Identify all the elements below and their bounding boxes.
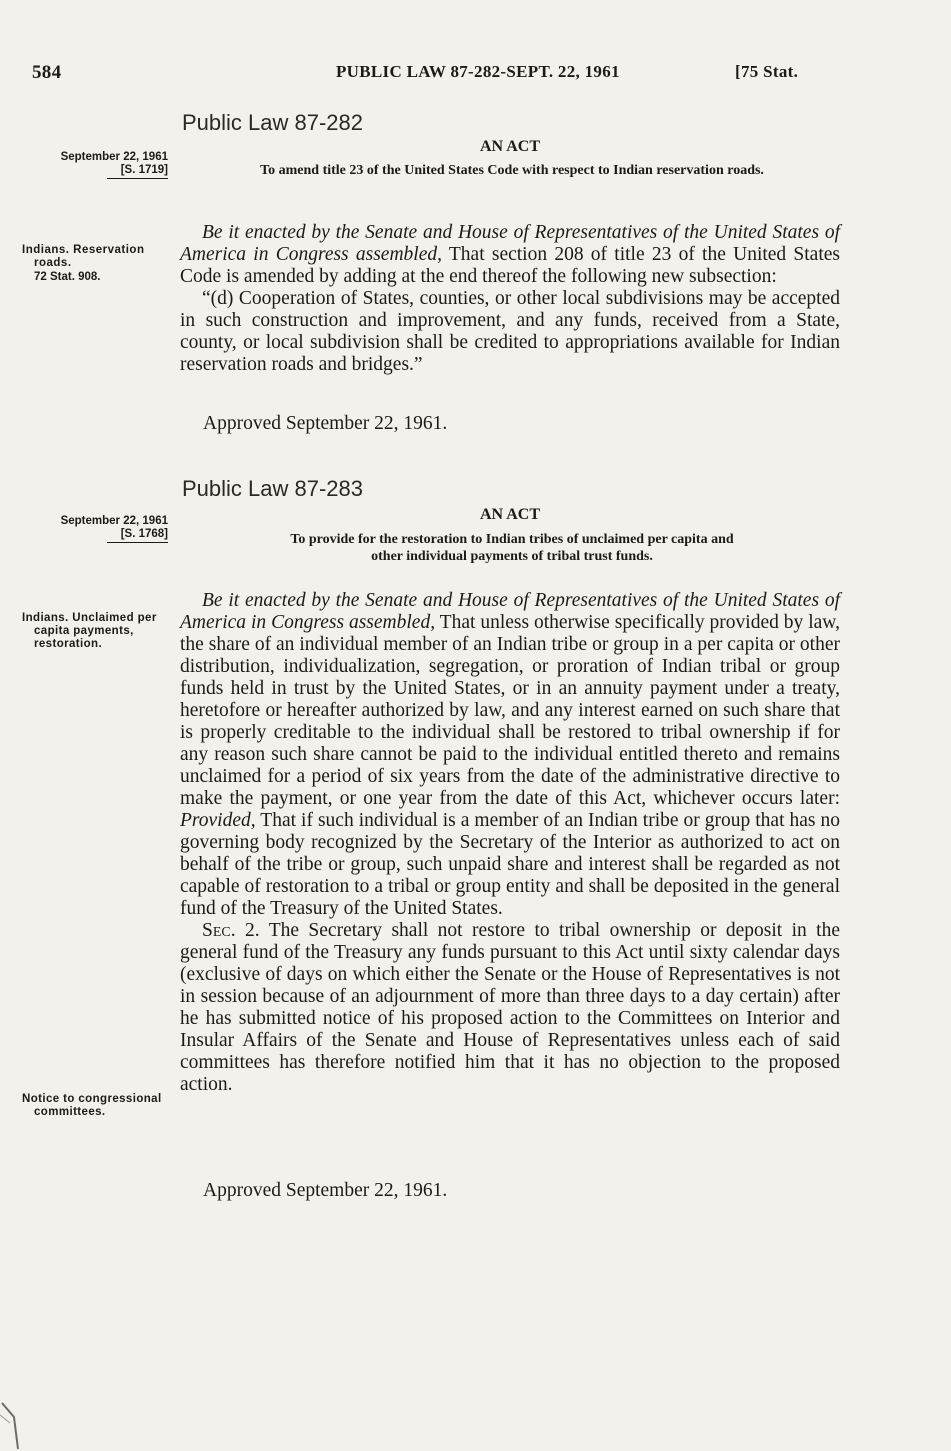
law1-margin-bill: [S. 1719] bbox=[107, 164, 168, 179]
law2-title: Public Law 87-283 bbox=[182, 476, 364, 501]
law2-enacting-clause: Be it enacted by the Senate and House of Representatives of the United States of America in Congress assembled, bbox=[180, 590, 840, 633]
law2-approved: Approved September 22, 1961. bbox=[203, 1180, 448, 1201]
page-fold-mark bbox=[0, 1395, 40, 1451]
law1-an-act: AN ACT bbox=[479, 138, 540, 155]
law1-enacting-clause: Be it enacted by the Senate and House of Representatives of the United States of America in Congress assembled, bbox=[180, 222, 840, 265]
law1-purpose: To amend title 23 of the United States Code with respect to Indian reservation roads. bbox=[260, 163, 764, 178]
law1-text2: “(d) Cooperation of States, counties, or other local subdivisions may be accepted in such construction and improvement, and any funds, received from a State, county, or local subdivision shall be credited to appropriations available for Indian reservation roads and bridges.” bbox=[180, 288, 840, 375]
law2-margin-bill: [S. 1768] bbox=[107, 528, 168, 543]
law2-margin-subject-text: Indians. Unclaimed per capita payments, restoration. bbox=[22, 612, 157, 650]
law1-body bbox=[180, 222, 840, 376]
law1-margin-date: September 22, 1961 bbox=[60, 151, 168, 163]
law2-margin-notice bbox=[22, 1093, 172, 1119]
law2-an-act: AN ACT bbox=[479, 506, 540, 523]
law1-margin-date-block bbox=[20, 151, 168, 179]
law2-purpose-line1: To provide for the restoration to Indian tribes of unclaimed per capita and bbox=[290, 532, 734, 547]
law1-approved: Approved September 22, 1961. bbox=[203, 413, 448, 434]
law1-margin-ref: 72 Stat. 908. bbox=[34, 271, 101, 283]
law2-purpose bbox=[184, 531, 840, 565]
law2-margin-date: September 22, 1961 bbox=[60, 515, 168, 527]
law1-title: Public Law 87-282 bbox=[182, 110, 364, 135]
law2-body bbox=[180, 590, 840, 1096]
law2-margin-date-block bbox=[20, 515, 168, 543]
law2-text1a: That unless otherwise specifically provided by law, the share of an individual member of an Indian tribe or group in a per capita or other distribution, individualization, segregation, or proration of Indian tribal or group funds held in trust by the United States, or in an annuity payment under a treaty, heretofore or hereafter authorized by law, and any interest earned on such share that is properly creditable to the individual shall be restored to tribal ownership if for any reason such share cannot be paid to the individual entitled thereto and remains unclaimed for a period of six years from the date of the administrative directive to make the payment, or one year from the date of this Act, whichever occurs later: bbox=[180, 612, 840, 809]
law1-text1: That section 208 of title 23 of the United States Code is amended by adding at the end thereof the following new subsection: bbox=[180, 244, 840, 287]
law2-sec2-text: The Secretary shall not restore to tribal ownership or deposit in the general fund of the Treasury any funds pursuant to this Act until sixty calendar days (exclusive of days on which either the Senate or the House of Representatives is not in session because of an adjournment of more than three days to a day certain) after he has submitted notice of his proposed action to the Committees on Interior and Insular Affairs of the Senate and House of Representatives unless each of said committees has therefore notified him that it has no objection to the proposed action. bbox=[180, 920, 840, 1095]
law2-purpose-line2: other individual payments of tribal trust funds. bbox=[371, 549, 653, 564]
page-number: 584 bbox=[32, 62, 62, 83]
law2-sec2-label: Sec. 2. bbox=[202, 920, 260, 941]
volume-reference: [75 Stat. bbox=[735, 62, 799, 81]
running-title: PUBLIC LAW 87-282-SEPT. 22, 1961 bbox=[336, 62, 620, 81]
law1-margin-subject bbox=[22, 244, 172, 284]
law2-margin-notice-text: Notice to congressional committees. bbox=[22, 1093, 162, 1118]
law2-provided: Provided, bbox=[180, 810, 256, 831]
law2-text1b: That if such individual is a member of an Indian tribe or group that has no governing body recognized by the Secretary of the Interior as authorized to act on behalf of the tribe or group, such unpaid share and interest shall be regarded as not capable of restoration to a tribal or group entity and shall be deposited in the general fund of the Treasury of the United States. bbox=[180, 810, 840, 919]
law1-margin-subject-text: Indians. Reservation roads. bbox=[22, 244, 145, 269]
law2-margin-subject bbox=[22, 612, 172, 651]
